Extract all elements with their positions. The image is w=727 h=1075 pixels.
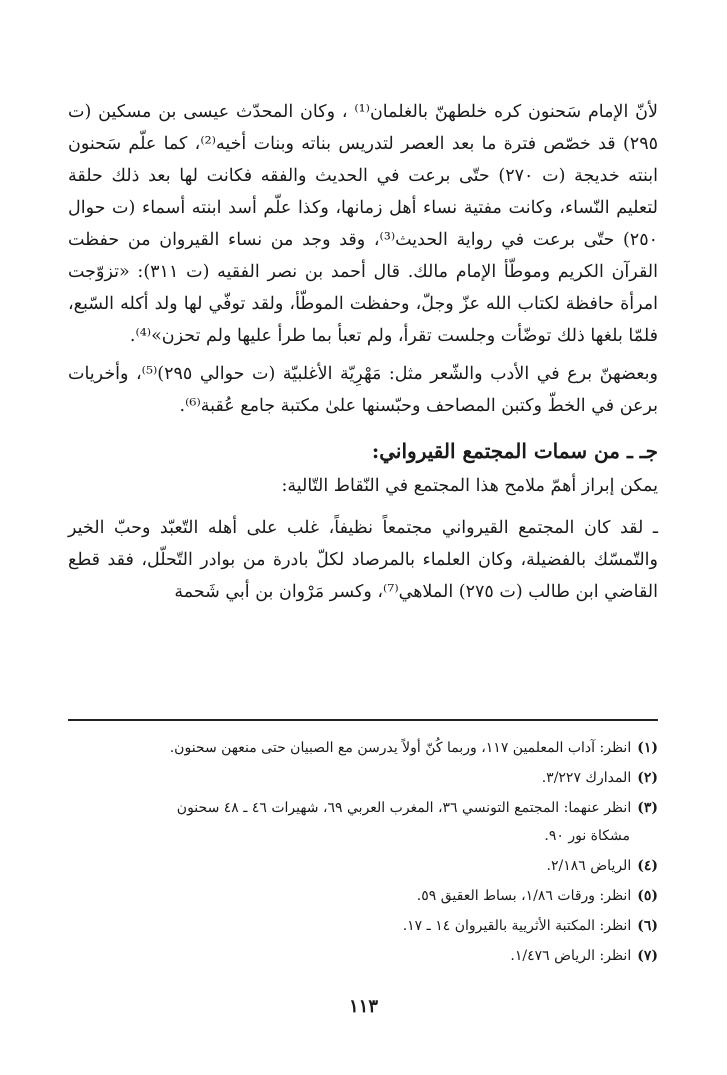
footnote-number: (٤) — [637, 858, 658, 874]
footnote-text: الرياض ٢/١٨٦. — [546, 858, 632, 874]
footnote-3 — [68, 794, 658, 850]
footnote-text: انظر: آداب المعلمين ١١٧، وربما كُنّ أولاً يدرسن مع الصبيان حتى منعهن سحنون. — [169, 740, 632, 756]
footnote-number: (٢) — [637, 770, 658, 786]
footnote-6 — [68, 912, 658, 940]
footnote-1 — [68, 734, 658, 762]
footnote-7 — [68, 942, 658, 970]
paragraph-women-literature: وبعضهنّ برع في الأدب والشّعر مثل: مَهْرِيّة الأغلبيّة (ت حوالي ٢٩٥)⁽⁵⁾، وأخريات برعن في الخطّ وكتبن المصاحف وحبّسنها علىٰ مكتبة جامع عُقبة⁽⁶⁾. — [68, 364, 658, 416]
footnote-number: (٦) — [637, 918, 658, 934]
footnote-number: (٧) — [637, 948, 658, 964]
section-heading: جـ ـ من سمات المجتمع القيرواني: — [371, 439, 658, 463]
paragraph-society-traits: ـ لقد كان المجتمع القيرواني مجتمعاً نظيفاً، غلب على أهله التّعبّد وحبّ الخير والتّمسّك بالفضيلة، وكان العلماء بالمرصاد لكلّ بادرة من بوادر التّحلّل، فقد قطع القاضي ابن طالب (ت ٢٧٥) الملاهي⁽⁷⁾، وكسر مَرْوان بن أبي شَحمة — [68, 518, 658, 602]
footnote-number: (٣) — [637, 800, 658, 816]
footnote-text: انظر: ورقات ١/٨٦، بساط العقيق ٥٩. — [416, 888, 632, 904]
footnote-4 — [68, 852, 658, 880]
footnote-5 — [68, 882, 658, 910]
section-intro: يمكن إبراز أهمّ ملامح هذا المجتمع في النّقاط التّالية: — [281, 476, 658, 496]
paragraph-women-education: لأنّ الإمام سَحنون كره خلطهنّ بالغلمان⁽¹⁾ ، وكان المحدّث عيسى بن مسكين (ت ٢٩٥) قد خصّص فترة ما بعد العصر لتدريس بناته وبنات أخيه⁽²⁾، كما علّم سَحنون ابنته خديجة (ت ٢٧٠) حتّى برعت في الحديث والفقه فكانت لها بعد ذلك حلقة لتعليم النّساء، وكانت مفتية نساء أهل زمانها، وكذا علّم أسد ابنته أسماء (ت حوال ٢٥٠) حتّى برعت في رواية الحديث⁽³⁾، وقد وجد من نساء القيروان من حفظت القرآن الكريم وموطّأ الإمام مالك. قال أحمد بن نصر الفقيه (ت ٣١١): «تزوّجت امرأة حافظة لكتاب الله عزّ وجلّ، وحفظت الموطّأ، ولقد توفّي لها ولد أكله السّبع، فلمّا بلغها ذلك توضّأت وجلست تقرأ، ولم تعبأ بما طرأ عليها ولم تحزن»⁽⁴⁾. — [68, 102, 658, 346]
footnotes-list — [68, 734, 658, 972]
footnote-number: (١) — [637, 740, 658, 756]
footnote-number: (٥) — [637, 888, 658, 904]
footnote-text: انظر عنهما: المجتمع التونسي ٣٦، المغرب العربي ٦٩، شهيرات ٤٦ ـ ٤٨ سحنون — [176, 800, 632, 816]
footnote-text: انظر: الرياض ١/٤٧٦. — [510, 948, 632, 964]
footnote-text: المدارك ٣/٢٢٧. — [541, 770, 632, 786]
page-number: ١١٣ — [348, 996, 378, 1017]
footnote-divider — [68, 719, 658, 721]
footnote-2 — [68, 764, 658, 792]
footnote-text: انظر: المكتبة الأثريية بالقيروان ١٤ ـ ١٧. — [402, 918, 632, 934]
page-body — [68, 96, 658, 608]
footnote-text-continued: مشكاة نور ٩٠. — [544, 828, 630, 844]
